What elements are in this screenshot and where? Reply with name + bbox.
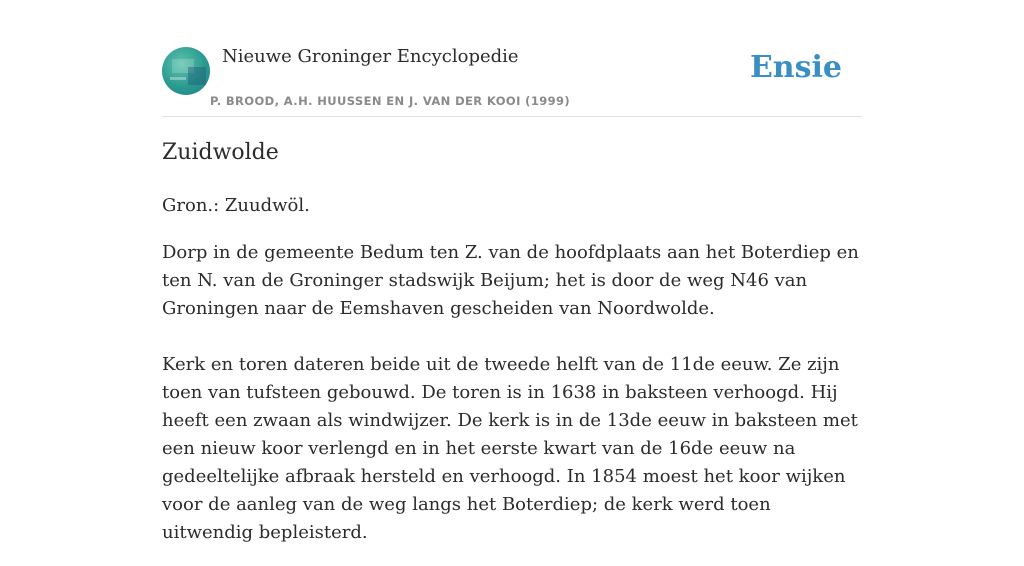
source-title[interactable]: Nieuwe Groninger Encyclopedie	[222, 46, 519, 67]
entry-paragraph: Kerk en toren dateren beide uit de tweede helft van de 11de eeuw. Ze zijn toen van tufsteen gebouwd. De toren is in 1638 in baksteen verhoogd. Hij heeft een zwaan als windwijzer. De kerk is in de 13de eeuw in baksteen met een nieuw koor verlengd en in het eerste kwart van de 16de eeuw na gedeeltelijke afbraak hersteld en verhoogd. In 1854 moest het koor wijken voor de aanleg van de weg langs het Boterdiep; de kerk werd toen uitwendig bepleisterd.	[162, 354, 858, 543]
entry-body	[162, 192, 862, 566]
book-cover-icon[interactable]	[162, 47, 210, 95]
entry-card	[162, 0, 862, 543]
entry-title: Zuidwolde	[162, 140, 279, 165]
source-authors: P. BROOD, A.H. HUUSSEN EN J. VAN DER KOOI (1999)	[210, 94, 571, 108]
entry-paragraph: Dorp in de gemeente Bedum ten Z. van de hoofdplaats aan het Boterdiep en ten N. van de Groninger stadswijk Beijum; het is door de weg N46 van Groningen naar de Eemshaven gescheiden van Noordwolde.	[162, 242, 859, 319]
entry-paragraph: Gron.: Zuudwöl.	[162, 195, 310, 216]
brand-logo[interactable]: Ensie	[749, 50, 842, 85]
cover-line	[170, 77, 186, 80]
cover-block	[188, 67, 206, 85]
source-header	[162, 0, 862, 117]
